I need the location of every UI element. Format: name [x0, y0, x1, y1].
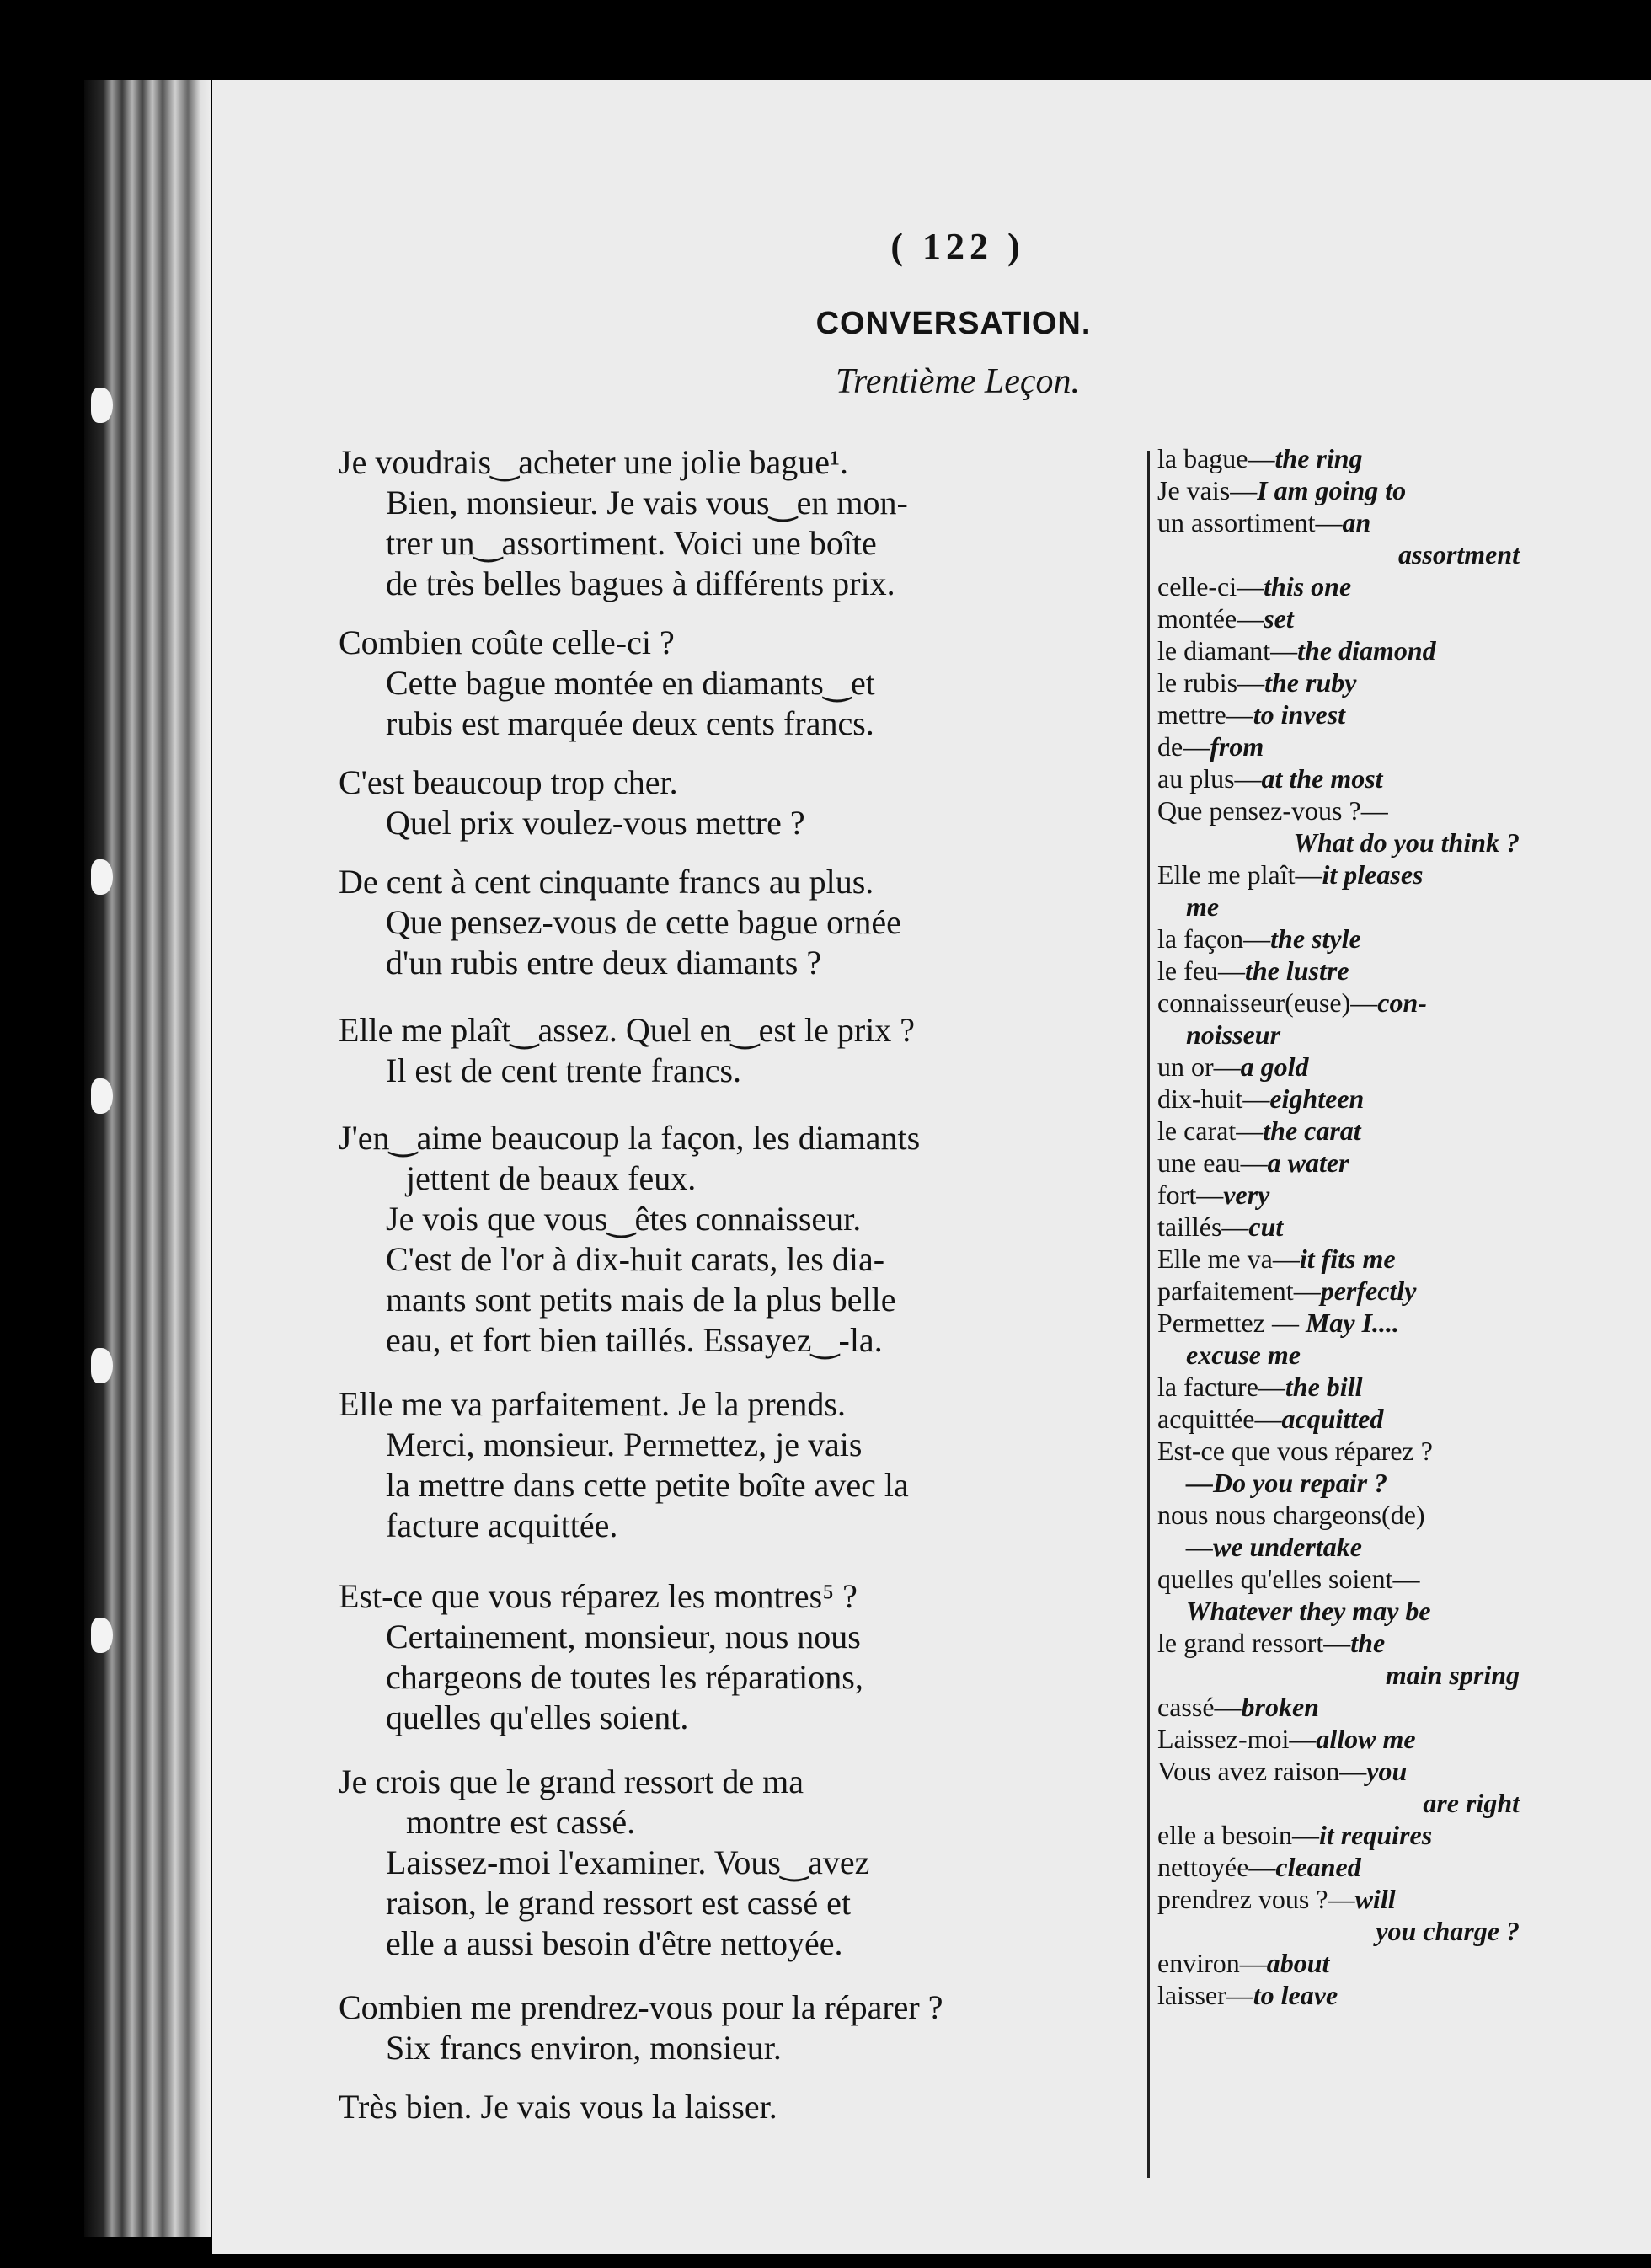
question-continuation: jettent de beaux feux.	[406, 1159, 697, 1197]
page-heading: CONVERSATION.	[815, 306, 1092, 341]
vocab-french: Est-ce que vous réparez ?	[1157, 1436, 1433, 1466]
dialogue-exchange	[339, 762, 1248, 843]
vocab-french: nettoyée—	[1157, 1852, 1276, 1882]
vocab-entry	[1157, 666, 1520, 698]
vocab-french: mettre—	[1157, 699, 1253, 730]
answer-line: Cette bague montée en diamants‿et	[386, 664, 875, 702]
vocab-entry	[1157, 1435, 1520, 1467]
vocab-french: nous nous chargeons(de)	[1157, 1500, 1425, 1530]
question-continuation: montre est cassé.	[406, 1803, 636, 1841]
vocab-entry	[1157, 1147, 1520, 1179]
vocab-english: acquitted	[1281, 1404, 1384, 1434]
vocab-french: un assortiment—	[1157, 507, 1343, 538]
vocab-english: about	[1266, 1948, 1330, 1978]
vocab-english: an	[1342, 507, 1371, 538]
vocab-french: le feu—	[1157, 955, 1245, 986]
vocab-french: le grand ressort—	[1157, 1628, 1351, 1658]
vocab-french: prendrez vous ?—	[1157, 1884, 1355, 1914]
vocab-english-continued: Whatever they may be	[1186, 1596, 1431, 1626]
vocab-english-continued: What do you think ?	[1293, 827, 1520, 858]
vocab-french: Laissez-moi—	[1157, 1724, 1317, 1754]
vocab-english: to invest	[1253, 699, 1346, 730]
vocab-entry	[1157, 1115, 1520, 1147]
vocab-english: a water	[1267, 1147, 1349, 1178]
vocab-french: celle-ci—	[1157, 571, 1264, 602]
dialogue-exchange	[339, 442, 1248, 604]
vocab-english: a gold	[1240, 1051, 1309, 1082]
dialogue-exchange	[339, 1762, 1248, 1964]
vocab-english: eighteen	[1269, 1083, 1365, 1114]
vocab-english: the carat	[1263, 1115, 1361, 1146]
dialogue	[339, 442, 1248, 2127]
vocab-french: environ—	[1157, 1948, 1267, 1978]
answer-line: la mettre dans cette petite boîte avec la	[386, 1466, 909, 1504]
question-line: Je crois que le grand ressort de ma	[339, 1763, 804, 1800]
vocab-entry	[1157, 1307, 1520, 1339]
answer-line: chargeons de toutes les réparations,	[386, 1658, 863, 1696]
vocab-entry	[1157, 1275, 1520, 1307]
vocab-entry	[1157, 955, 1520, 987]
answer-line: Six francs environ, monsieur.	[386, 2029, 782, 2067]
vocab-english-continued: excuse me	[1186, 1340, 1301, 1370]
answer-line: Merci, monsieur. Permettez, je vais	[386, 1426, 863, 1463]
vocab-english: cut	[1248, 1212, 1284, 1242]
vocab-entry	[1157, 1051, 1520, 1083]
vocab-english: it fits me	[1299, 1244, 1396, 1274]
vocab-english-continued: are right	[1423, 1788, 1520, 1818]
vocab-english: broken	[1241, 1692, 1319, 1722]
vocab-entry	[1157, 923, 1520, 955]
vocab-english-continued: main spring	[1385, 1660, 1520, 1690]
vocab-english: the style	[1270, 923, 1361, 954]
vocab-french: quelles qu'elles soient—	[1157, 1564, 1420, 1594]
vocab-french: taillés—	[1157, 1212, 1249, 1242]
answer-line: Bien, monsieur. Je vais vous‿en mon-	[386, 484, 908, 522]
question-line: J'en‿aime beaucoup la façon, les diamants	[339, 1119, 921, 1157]
answer-line: mants sont petits mais de la plus belle	[386, 1281, 896, 1319]
page-edge-marks	[91, 354, 113, 1955]
vocab-entry	[1157, 1947, 1520, 1979]
vocab-entry	[1157, 442, 1520, 474]
vocab-french: Elle me plaît—	[1157, 859, 1322, 890]
vocab-french: Permettez —	[1157, 1308, 1306, 1338]
vocab-english-continued: assortment	[1397, 539, 1520, 570]
vocab-entry	[1157, 1243, 1520, 1275]
question-line: Combien coûte celle-ci ?	[339, 623, 675, 661]
vocab-entry	[1157, 1627, 1520, 1659]
vocab-entry	[1157, 1755, 1520, 1787]
answer-line: elle a aussi besoin d'être nettoyée.	[386, 1924, 843, 1962]
vocab-entry	[1157, 1883, 1520, 1915]
vocab-french: un or—	[1157, 1051, 1241, 1082]
vocab-entry	[1157, 698, 1520, 730]
question-line: Elle me va parfaitement. Je la prends.	[339, 1385, 846, 1423]
answer-line: quelles qu'elles soient.	[386, 1698, 689, 1736]
vocab-entry	[1157, 634, 1520, 666]
question-line: Combien me prendrez-vous pour la réparer ?	[339, 1988, 943, 2026]
vocab-english: I am going to	[1257, 475, 1407, 505]
book-page	[212, 80, 1651, 2254]
vocab-french: de—	[1157, 731, 1210, 762]
vocab-entry	[1157, 859, 1520, 891]
vocab-french: Elle me va—	[1157, 1244, 1300, 1274]
question-line: Est-ce que vous réparez les montres⁵ ?	[339, 1577, 858, 1615]
vocab-french: la bague—	[1157, 443, 1275, 473]
vocab-english-continued: —we undertake	[1186, 1532, 1362, 1562]
vocab-french: le rubis—	[1157, 667, 1265, 698]
vocab-entry	[1157, 506, 1520, 538]
answer-line: C'est de l'or à dix-huit carats, les dia-	[386, 1240, 885, 1278]
vocab-entry	[1157, 1371, 1520, 1403]
vocab-entry	[1157, 1211, 1520, 1243]
vocab-english-continued: —Do you repair ?	[1186, 1468, 1388, 1498]
vocab-french: la façon—	[1157, 923, 1271, 954]
vocab-english: at the most	[1261, 763, 1383, 794]
vocab-french: laisser—	[1157, 1980, 1253, 2010]
vocab-french: fort—	[1157, 1179, 1224, 1210]
vocab-entry	[1157, 570, 1520, 602]
vocab-french: le diamant—	[1157, 635, 1298, 666]
vocab-entry	[1157, 762, 1520, 794]
column-divider	[1147, 451, 1150, 2178]
vocab-entry	[1157, 1723, 1520, 1755]
vocab-french: au plus—	[1157, 763, 1262, 794]
vocab-entry	[1157, 1403, 1520, 1435]
dialogue-exchange	[339, 1576, 1248, 1738]
dialogue-exchange	[339, 1118, 1248, 1361]
vocab-entry	[1157, 987, 1520, 1019]
question-line: C'est beaucoup trop cher.	[339, 763, 678, 801]
dialogue-exchange	[339, 623, 1248, 744]
answer-line: Quel prix voulez-vous mettre ?	[386, 804, 805, 842]
vocab-french: parfaitement—	[1157, 1276, 1321, 1306]
vocab-english: cleaned	[1275, 1852, 1361, 1882]
vocab-french: dix-huit—	[1157, 1083, 1270, 1114]
vocab-french: montée—	[1157, 603, 1264, 634]
vocab-english: to leave	[1253, 1980, 1338, 2010]
vocab-entry	[1157, 1851, 1520, 1883]
vocab-entry	[1157, 1563, 1520, 1595]
question-line: Elle me plaît‿assez. Quel en‿est le prix ?	[339, 1011, 916, 1049]
page-number: ( 122 )	[890, 226, 1025, 267]
vocab-english: the ring	[1274, 443, 1363, 473]
lesson-title: Trentième Leçon.	[835, 362, 1081, 401]
vocab-french: cassé—	[1157, 1692, 1242, 1722]
vocab-english: perfectly	[1320, 1276, 1417, 1306]
vocab-french: acquittée—	[1157, 1404, 1282, 1434]
vocab-french: une eau—	[1157, 1147, 1268, 1178]
vocab-english: the	[1350, 1628, 1386, 1658]
vocab-french: Je vais—	[1157, 475, 1258, 505]
vocab-entry	[1157, 1499, 1520, 1531]
answer-line: Que pensez-vous de cette bague ornée	[386, 903, 901, 941]
vocab-entry	[1157, 1179, 1520, 1211]
vocab-english: con-	[1377, 987, 1427, 1018]
vocab-english: will	[1354, 1884, 1396, 1914]
vocab-english: the diamond	[1297, 635, 1436, 666]
vocab-english: allow me	[1316, 1724, 1416, 1754]
vocab-french: elle a besoin—	[1157, 1820, 1319, 1850]
vocab-english-continued: you charge ?	[1376, 1916, 1520, 1946]
answer-line: Il est de cent trente francs.	[386, 1051, 742, 1089]
answer-line: de très belles bagues à différents prix.	[386, 564, 895, 602]
vocab-english: the bill	[1285, 1372, 1363, 1402]
answer-line: facture acquittée.	[386, 1506, 618, 1544]
vocab-english: you	[1366, 1756, 1408, 1786]
dialogue-exchange	[339, 1987, 1248, 2068]
dialogue-exchange	[339, 1010, 1248, 1091]
question-line: Je voudrais‿acheter une jolie bague¹.	[339, 443, 849, 481]
dialogue-exchange	[339, 862, 1248, 983]
vocab-entry	[1157, 602, 1520, 634]
vocab-entry	[1157, 1691, 1520, 1723]
answer-line: d'un rubis entre deux diamants ?	[386, 944, 822, 982]
vocab-english: May I....	[1305, 1308, 1400, 1338]
vocab-entry	[1157, 474, 1520, 506]
vocab-english: set	[1264, 603, 1294, 634]
answer-line: rubis est marquée deux cents francs.	[386, 704, 874, 742]
answer-line: trer un‿assortiment. Voici une boîte	[386, 524, 877, 562]
vocab-english: very	[1223, 1179, 1270, 1210]
answer-line: Laissez-moi l'examiner. Vous‿avez	[386, 1843, 870, 1881]
vocab-english: it pleases	[1322, 859, 1424, 890]
vocab-english: the ruby	[1264, 667, 1357, 698]
dialogue-exchange	[339, 2087, 1248, 2127]
vocab-entry	[1157, 1083, 1520, 1115]
vocab-english-continued: noisseur	[1186, 1019, 1281, 1050]
question-line: De cent à cent cinquante francs au plus.	[339, 863, 874, 901]
vocab-french: connaisseur(euse)—	[1157, 987, 1378, 1018]
vocab-english: it requires	[1318, 1820, 1433, 1850]
vocab-entry	[1157, 1819, 1520, 1851]
vocab-entry	[1157, 730, 1520, 762]
answer-line: raison, le grand ressort est cassé et	[386, 1884, 852, 1922]
answer-line: Certainement, monsieur, nous nous	[386, 1618, 861, 1656]
vocab-english: this one	[1264, 571, 1352, 602]
answer-line: Je vois que vous‿êtes connaisseur.	[386, 1200, 862, 1238]
vocab-entry	[1157, 1979, 1520, 2011]
vocab-french: la facture—	[1157, 1372, 1285, 1402]
vocab-english: from	[1210, 731, 1264, 762]
vocab-french: le carat—	[1157, 1115, 1264, 1146]
vocab-english: the lustre	[1244, 955, 1349, 986]
vocab-french: Vous avez raison—	[1157, 1756, 1367, 1786]
answer-line: eau, et fort bien taillés. Essayez‿-la.	[386, 1321, 883, 1359]
dialogue-exchange	[339, 1384, 1248, 1546]
vocab-entry	[1157, 794, 1520, 826]
vocabulary-column	[1157, 442, 1520, 2011]
question-line: Très bien. Je vais vous la laisser.	[339, 2088, 777, 2126]
vocab-english-continued: me	[1186, 891, 1220, 922]
vocab-french: Que pensez-vous ?—	[1157, 795, 1388, 826]
